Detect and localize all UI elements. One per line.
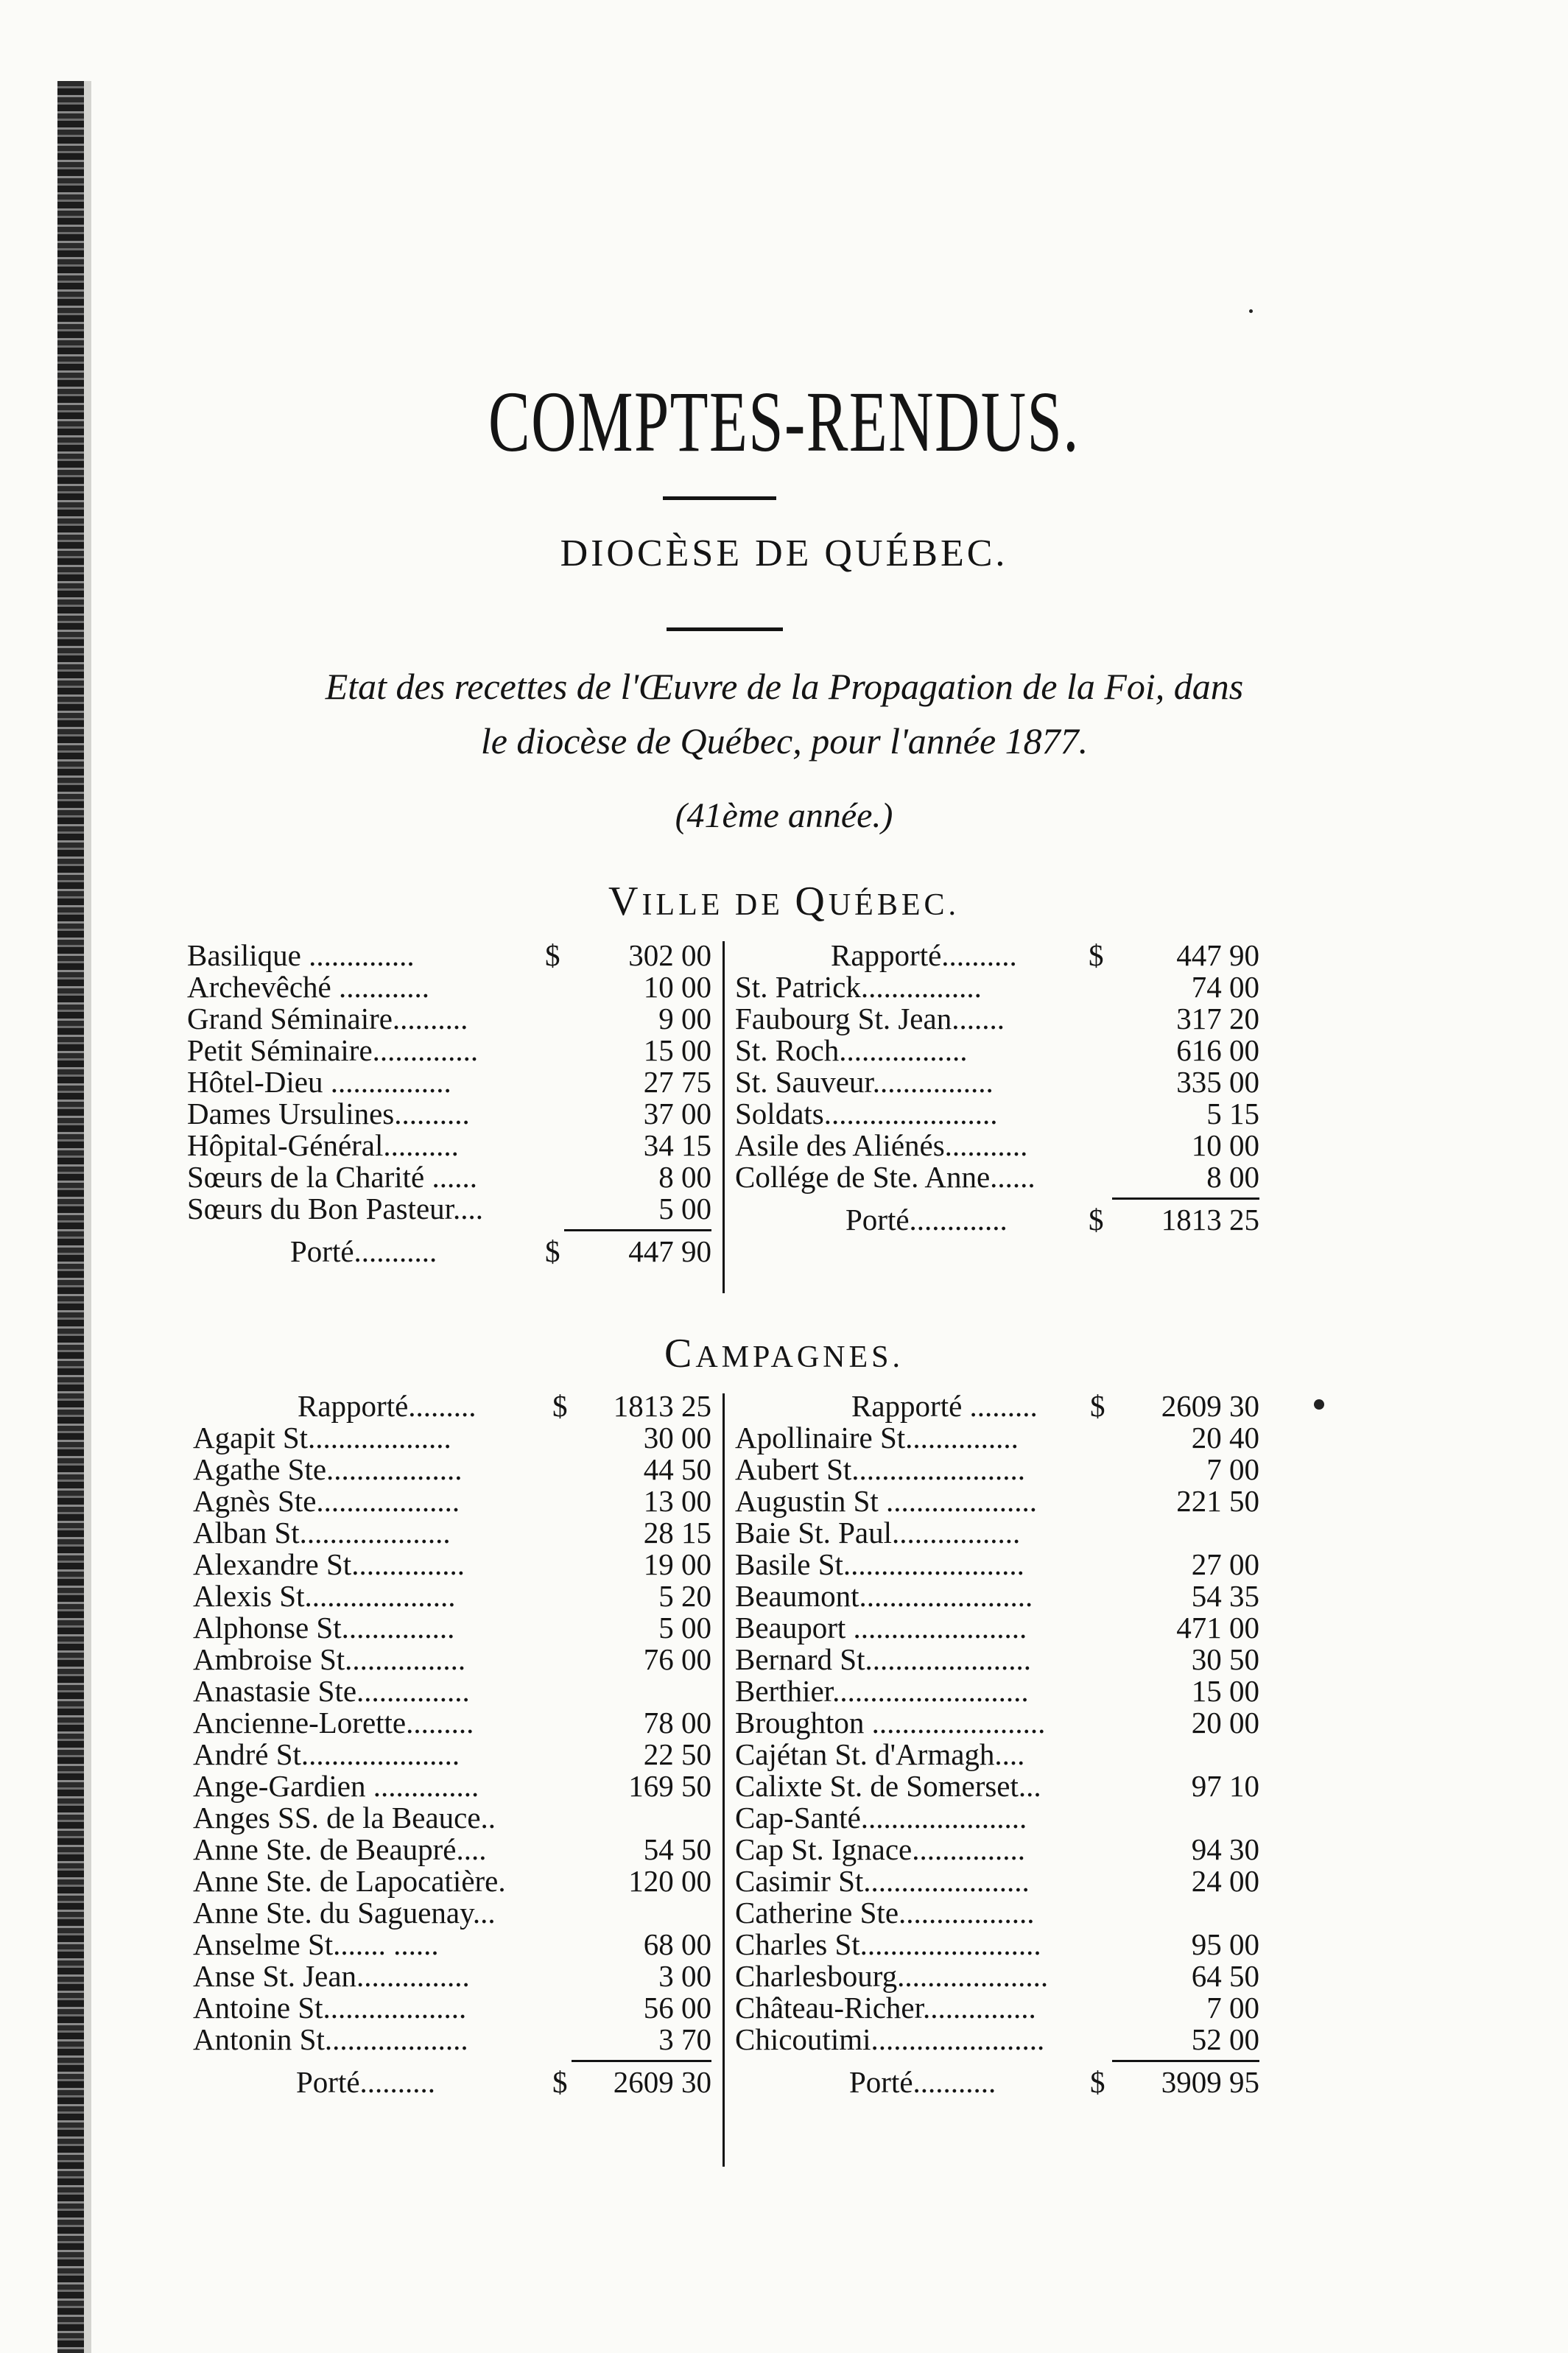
- ledger-row-label: Porté...........: [849, 2065, 996, 2099]
- ledger-row-amount: 9 00: [658, 1002, 711, 1035]
- sum-rule: [1112, 2060, 1259, 2062]
- ledger-row-label: Ambroise St................: [193, 1642, 466, 1676]
- diocese-rule: [667, 627, 783, 631]
- ledger-row: [735, 1098, 1259, 1130]
- ledger-row-amount: 37 00: [643, 1097, 711, 1130]
- ledger-row-amount: 5 20: [658, 1579, 711, 1613]
- ledger-row-label: Hôtel-Dieu ................: [187, 1065, 451, 1099]
- ledger-row-label: Alphonse St...............: [193, 1611, 455, 1645]
- year-note: (41ème année.): [675, 796, 893, 835]
- sum-rule: [572, 2060, 711, 2062]
- ledger-row-label: Alban St....................: [193, 1516, 451, 1550]
- dollar-sign: $: [1089, 1203, 1104, 1237]
- ledger-row-amount: 5 00: [658, 1192, 711, 1225]
- ledger-row: [193, 1960, 711, 1992]
- ledger-row-amount: 447 90: [1176, 938, 1259, 972]
- ledger-row-amount: 19 00: [643, 1547, 711, 1581]
- ledger-row-label: Ancienne-Lorette.........: [193, 1706, 474, 1740]
- page-binding-edge: [57, 81, 84, 2353]
- ledger-row-amount: 7 00: [1206, 1991, 1259, 2025]
- ledger-row: [735, 1865, 1259, 1897]
- ledger-row-amount: 94 30: [1191, 1832, 1259, 1866]
- ledger-row-amount: 52 00: [1191, 2022, 1259, 2056]
- ledger-row-amount: 3909 95: [1161, 2065, 1259, 2099]
- ledger-row-amount: 471 00: [1176, 1611, 1259, 1645]
- sum-rule: [1112, 1197, 1259, 1200]
- ledger-row: [735, 1739, 1259, 1770]
- ledger-row-amount: 27 00: [1191, 1547, 1259, 1581]
- ledger-row-amount: 64 50: [1191, 1959, 1259, 1993]
- ledger-row-amount: 8 00: [658, 1160, 711, 1194]
- ledger-row-amount: 24 00: [1191, 1864, 1259, 1898]
- ledger-row: [735, 971, 1259, 1003]
- ledger-row-label: Sœurs de la Charité ......: [187, 1160, 477, 1194]
- ledger-row-amount: 15 00: [1191, 1674, 1259, 1708]
- title-rule: [663, 496, 776, 500]
- ledger-row-amount: 15 00: [643, 1033, 711, 1067]
- ledger-row-label: Dames Ursulines..........: [187, 1097, 470, 1130]
- ledger-row-label: St. Patrick................: [735, 970, 982, 1004]
- ledger-row: [735, 1929, 1259, 1960]
- page-title: COMPTES-RENDUS.: [488, 373, 1080, 470]
- ledger-row-amount: 335 00: [1176, 1065, 1259, 1099]
- ledger-row: [735, 1770, 1259, 1802]
- ledger-row-label: Agapit St...................: [193, 1421, 451, 1455]
- dollar-sign: $: [552, 1389, 568, 1423]
- ledger-row-amount: 30 00: [643, 1421, 711, 1455]
- ledger-row-amount: 13 00: [643, 1484, 711, 1518]
- ledger-row-amount: 27 75: [643, 1065, 711, 1099]
- ledger-row-label: St. Sauveur................: [735, 1065, 994, 1099]
- ledger-row-amount: 22 50: [643, 1737, 711, 1771]
- ledger-row-label: Rapporté.........: [298, 1389, 477, 1423]
- ledger-row-amount: 74 00: [1191, 970, 1259, 1004]
- ledger-row: [735, 1161, 1259, 1193]
- ledger-row-amount: 10 00: [643, 970, 711, 1004]
- ledger-row: [735, 1517, 1259, 1549]
- ledger-row-amount: 302 00: [628, 938, 711, 972]
- ledger-row: [735, 1802, 1259, 1834]
- ledger-row-label: Anselme St....... ......: [193, 1927, 439, 1961]
- ledger-row: [735, 1897, 1259, 1929]
- ledger-row-label: Anges SS. de la Beauce..: [193, 1801, 496, 1835]
- ledger-row: [735, 1992, 1259, 2024]
- ledger-row: [735, 1834, 1259, 1865]
- ledger-row-amount: 30 50: [1191, 1642, 1259, 1676]
- ledger-row-amount: 2609 30: [613, 2065, 711, 2099]
- ledger-row: [187, 1193, 711, 1225]
- ledger-row-amount: 78 00: [643, 1706, 711, 1740]
- ledger-row-label: Cajétan St. d'Armagh....: [735, 1737, 1025, 1771]
- ledger-row-amount: 120 00: [628, 1864, 711, 1898]
- ledger-row-amount: 221 50: [1176, 1484, 1259, 1518]
- ledger-row-amount: 95 00: [1191, 1927, 1259, 1961]
- ledger-row: [193, 1707, 711, 1739]
- ledger-row: [193, 1485, 711, 1517]
- ledger-row-label: Porté..........: [296, 2065, 436, 2099]
- ledger-row-label: Anne Ste. de Beaupré....: [193, 1832, 487, 1866]
- ink-speck: [1249, 309, 1253, 313]
- ledger-row-label: Beauport .......................: [735, 1611, 1027, 1645]
- ledger-row-label: Anne Ste. de Lapocatière.: [193, 1864, 506, 1898]
- ledger-row-amount: 68 00: [643, 1927, 711, 1961]
- ledger-row-label: Broughton .......................: [735, 1706, 1046, 1740]
- ledger-row-amount: 2609 30: [1161, 1389, 1259, 1423]
- ledger-row-label: Archevêché ............: [187, 970, 430, 1004]
- ledger-row-label: Rapporté..........: [831, 938, 1017, 972]
- section-ville-heading: VILLE DE QUÉBEC.: [608, 879, 960, 924]
- ledger-row-amount: 447 90: [628, 1234, 711, 1268]
- ledger-row-label: Grand Séminaire..........: [187, 1002, 468, 1035]
- ledger-row: [193, 1644, 711, 1675]
- ledger-row-label: Asile des Aliénés...........: [735, 1128, 1028, 1162]
- ledger-row-amount: 20 40: [1191, 1421, 1259, 1455]
- ledger-row-amount: 5 15: [1206, 1097, 1259, 1130]
- ledger-row: [193, 1802, 711, 1834]
- ville-left-column: [187, 940, 711, 1267]
- ledger-row: [187, 971, 711, 1003]
- section-campagnes-heading: CAMPAGNES.: [664, 1331, 904, 1376]
- ledger-row-label: Basile St........................: [735, 1547, 1024, 1581]
- page-binding-shadow: [84, 81, 91, 2353]
- ledger-row-amount: 34 15: [643, 1128, 711, 1162]
- total-row: [187, 1236, 711, 1267]
- ledger-row-label: Faubourg St. Jean.......: [735, 1002, 1005, 1035]
- ledger-row-label: Aubert St.......................: [735, 1452, 1026, 1486]
- carried-row: [735, 1390, 1259, 1422]
- dollar-sign: $: [552, 2065, 568, 2099]
- diocese-heading: DIOCÈSE DE QUÉBEC.: [560, 532, 1008, 574]
- ledger-row: [193, 1739, 711, 1770]
- ledger-row: [735, 1485, 1259, 1517]
- ledger-row: [187, 1161, 711, 1193]
- ledger-row: [735, 1580, 1259, 1612]
- ledger-row-label: Catherine Ste..................: [735, 1896, 1035, 1930]
- ledger-row-label: Charles St........................: [735, 1927, 1041, 1961]
- ledger-row-amount: 20 00: [1191, 1706, 1259, 1740]
- ledger-row-label: Cap-Santé......................: [735, 1801, 1027, 1835]
- ledger-row-amount: 54 50: [643, 1832, 711, 1866]
- ledger-row-label: Augustin St ....................: [735, 1484, 1038, 1518]
- ledger-row-amount: 3 00: [658, 1959, 711, 1993]
- ledger-row-label: Anne Ste. du Saguenay...: [193, 1896, 496, 1930]
- ledger-row-label: Agnès Ste...................: [193, 1484, 460, 1518]
- ledger-row: [735, 1130, 1259, 1161]
- ledger-row: [735, 1003, 1259, 1035]
- ledger-row-amount: 8 00: [1206, 1160, 1259, 1194]
- dollar-sign: $: [1089, 938, 1104, 972]
- ledger-row: [735, 1035, 1259, 1066]
- dollar-sign: $: [1090, 2065, 1105, 2099]
- ledger-row-label: Collége de Ste. Anne......: [735, 1160, 1036, 1194]
- ledger-row: [187, 1066, 711, 1098]
- campagnes-right-column: [735, 1390, 1259, 2098]
- carried-row: [193, 1390, 711, 1422]
- ledger-row: [193, 1454, 711, 1485]
- ledger-row-amount: 44 50: [643, 1452, 711, 1486]
- ledger-row-amount: 3 70: [658, 2022, 711, 2056]
- ledger-row-label: Sœurs du Bon Pasteur....: [187, 1192, 484, 1225]
- sum-rule: [564, 1229, 711, 1231]
- ledger-row-label: Château-Richer...............: [735, 1991, 1036, 2025]
- ledger-row: [735, 1066, 1259, 1098]
- dollar-sign: $: [545, 938, 560, 972]
- dollar-sign: $: [545, 1234, 560, 1268]
- ledger-row: [735, 1960, 1259, 1992]
- ledger-row: [193, 1834, 711, 1865]
- ledger-row-amount: 616 00: [1176, 1033, 1259, 1067]
- ledger-row-label: Chicoutimi.......................: [735, 2022, 1045, 2056]
- ledger-row: [193, 1422, 711, 1454]
- ledger-row: [193, 1549, 711, 1580]
- campagnes-left-column: [193, 1390, 711, 2098]
- ledger-row: [193, 1865, 711, 1897]
- ledger-row: [193, 1675, 711, 1707]
- ledger-row-label: Antoine St...................: [193, 1991, 467, 2025]
- ledger-row: [735, 1707, 1259, 1739]
- ledger-row-label: Beaumont.......................: [735, 1579, 1033, 1613]
- ledger-row-label: Charlesbourg....................: [735, 1959, 1049, 1993]
- ledger-row-label: Cap St. Ignace...............: [735, 1832, 1025, 1866]
- ledger-row: [735, 1422, 1259, 1454]
- ledger-row-label: Petit Séminaire..............: [187, 1033, 479, 1067]
- ledger-row: [193, 1517, 711, 1549]
- dollar-sign: $: [1090, 1389, 1105, 1423]
- ledger-row: [193, 1770, 711, 1802]
- intro-text: [147, 659, 1421, 768]
- intro-line-2: le diocèse de Québec, pour l'année 1877.: [480, 720, 1089, 762]
- total-row: [735, 1204, 1259, 1236]
- ville-column-divider: [723, 941, 725, 1293]
- ledger-row: [193, 1612, 711, 1644]
- ledger-row: [735, 2024, 1259, 2055]
- ledger-row-label: Porté.............: [845, 1203, 1008, 1237]
- ledger-row-amount: 56 00: [643, 1991, 711, 2025]
- ledger-row-amount: 5 00: [658, 1611, 711, 1645]
- ledger-row-amount: 1813 25: [1161, 1203, 1259, 1237]
- ledger-row-amount: 317 20: [1176, 1002, 1259, 1035]
- ledger-row-label: St. Roch.................: [735, 1033, 968, 1067]
- ledger-row: [193, 1580, 711, 1612]
- ledger-row: [193, 1897, 711, 1929]
- ledger-row-label: Alexis St....................: [193, 1579, 456, 1613]
- ledger-row-label: Apollinaire St...............: [735, 1421, 1019, 1455]
- ledger-row-label: Ange-Gardien ..............: [193, 1769, 479, 1803]
- ledger-row-label: Soldats.......................: [735, 1097, 998, 1130]
- ledger-row-label: Baie St. Paul.................: [735, 1516, 1021, 1550]
- total-row: [735, 2067, 1259, 2098]
- ink-speck: [1314, 1399, 1324, 1410]
- ledger-row: [187, 940, 711, 971]
- ledger-row: [735, 1612, 1259, 1644]
- ledger-row-amount: 7 00: [1206, 1452, 1259, 1486]
- ledger-row: [735, 1454, 1259, 1485]
- intro-line-1: Etat des recettes de l'Œuvre de la Propagation de la Foi, dans: [325, 666, 1244, 707]
- ledger-row: [735, 1675, 1259, 1707]
- ledger-row-label: Alexandre St...............: [193, 1547, 465, 1581]
- ledger-row-label: Hôpital-Général..........: [187, 1128, 459, 1162]
- ledger-row-label: Calixte St. de Somerset...: [735, 1769, 1041, 1803]
- ledger-row: [735, 1644, 1259, 1675]
- ledger-row: [735, 1549, 1259, 1580]
- ledger-row-label: Anastasie Ste...............: [193, 1674, 470, 1708]
- ledger-row: [187, 1098, 711, 1130]
- ledger-row-amount: 28 15: [643, 1516, 711, 1550]
- ledger-row-label: Bernard St......................: [735, 1642, 1031, 1676]
- ledger-row-amount: 169 50: [628, 1769, 711, 1803]
- ledger-row-amount: 10 00: [1191, 1128, 1259, 1162]
- ledger-row-label: Agathe Ste..................: [193, 1452, 463, 1486]
- ledger-row-label: Berthier..........................: [735, 1674, 1029, 1708]
- ledger-row: [193, 1992, 711, 2024]
- ledger-row: [187, 1003, 711, 1035]
- ledger-row-label: Rapporté .........: [851, 1389, 1038, 1423]
- ledger-row: [187, 1035, 711, 1066]
- ledger-row: [193, 1929, 711, 1960]
- ledger-row-amount: 97 10: [1191, 1769, 1259, 1803]
- ledger-row: [187, 1130, 711, 1161]
- ledger-row-label: Casimir St......................: [735, 1864, 1030, 1898]
- ledger-row-label: Anse St. Jean...............: [193, 1959, 470, 1993]
- ledger-row-label: André St.....................: [193, 1737, 460, 1771]
- campagnes-column-divider: [723, 1393, 725, 2167]
- ledger-row-amount: 54 35: [1191, 1579, 1259, 1613]
- ledger-row-label: Basilique ..............: [187, 938, 415, 972]
- ville-right-column: [735, 940, 1259, 1236]
- total-row: [193, 2067, 711, 2098]
- ledger-row-amount: 76 00: [643, 1642, 711, 1676]
- ledger-row-amount: 1813 25: [613, 1389, 711, 1423]
- carried-row: [735, 940, 1259, 971]
- ledger-row-label: Porté...........: [290, 1234, 437, 1268]
- ledger-row-label: Antonin St...................: [193, 2022, 468, 2056]
- ledger-row: [193, 2024, 711, 2055]
